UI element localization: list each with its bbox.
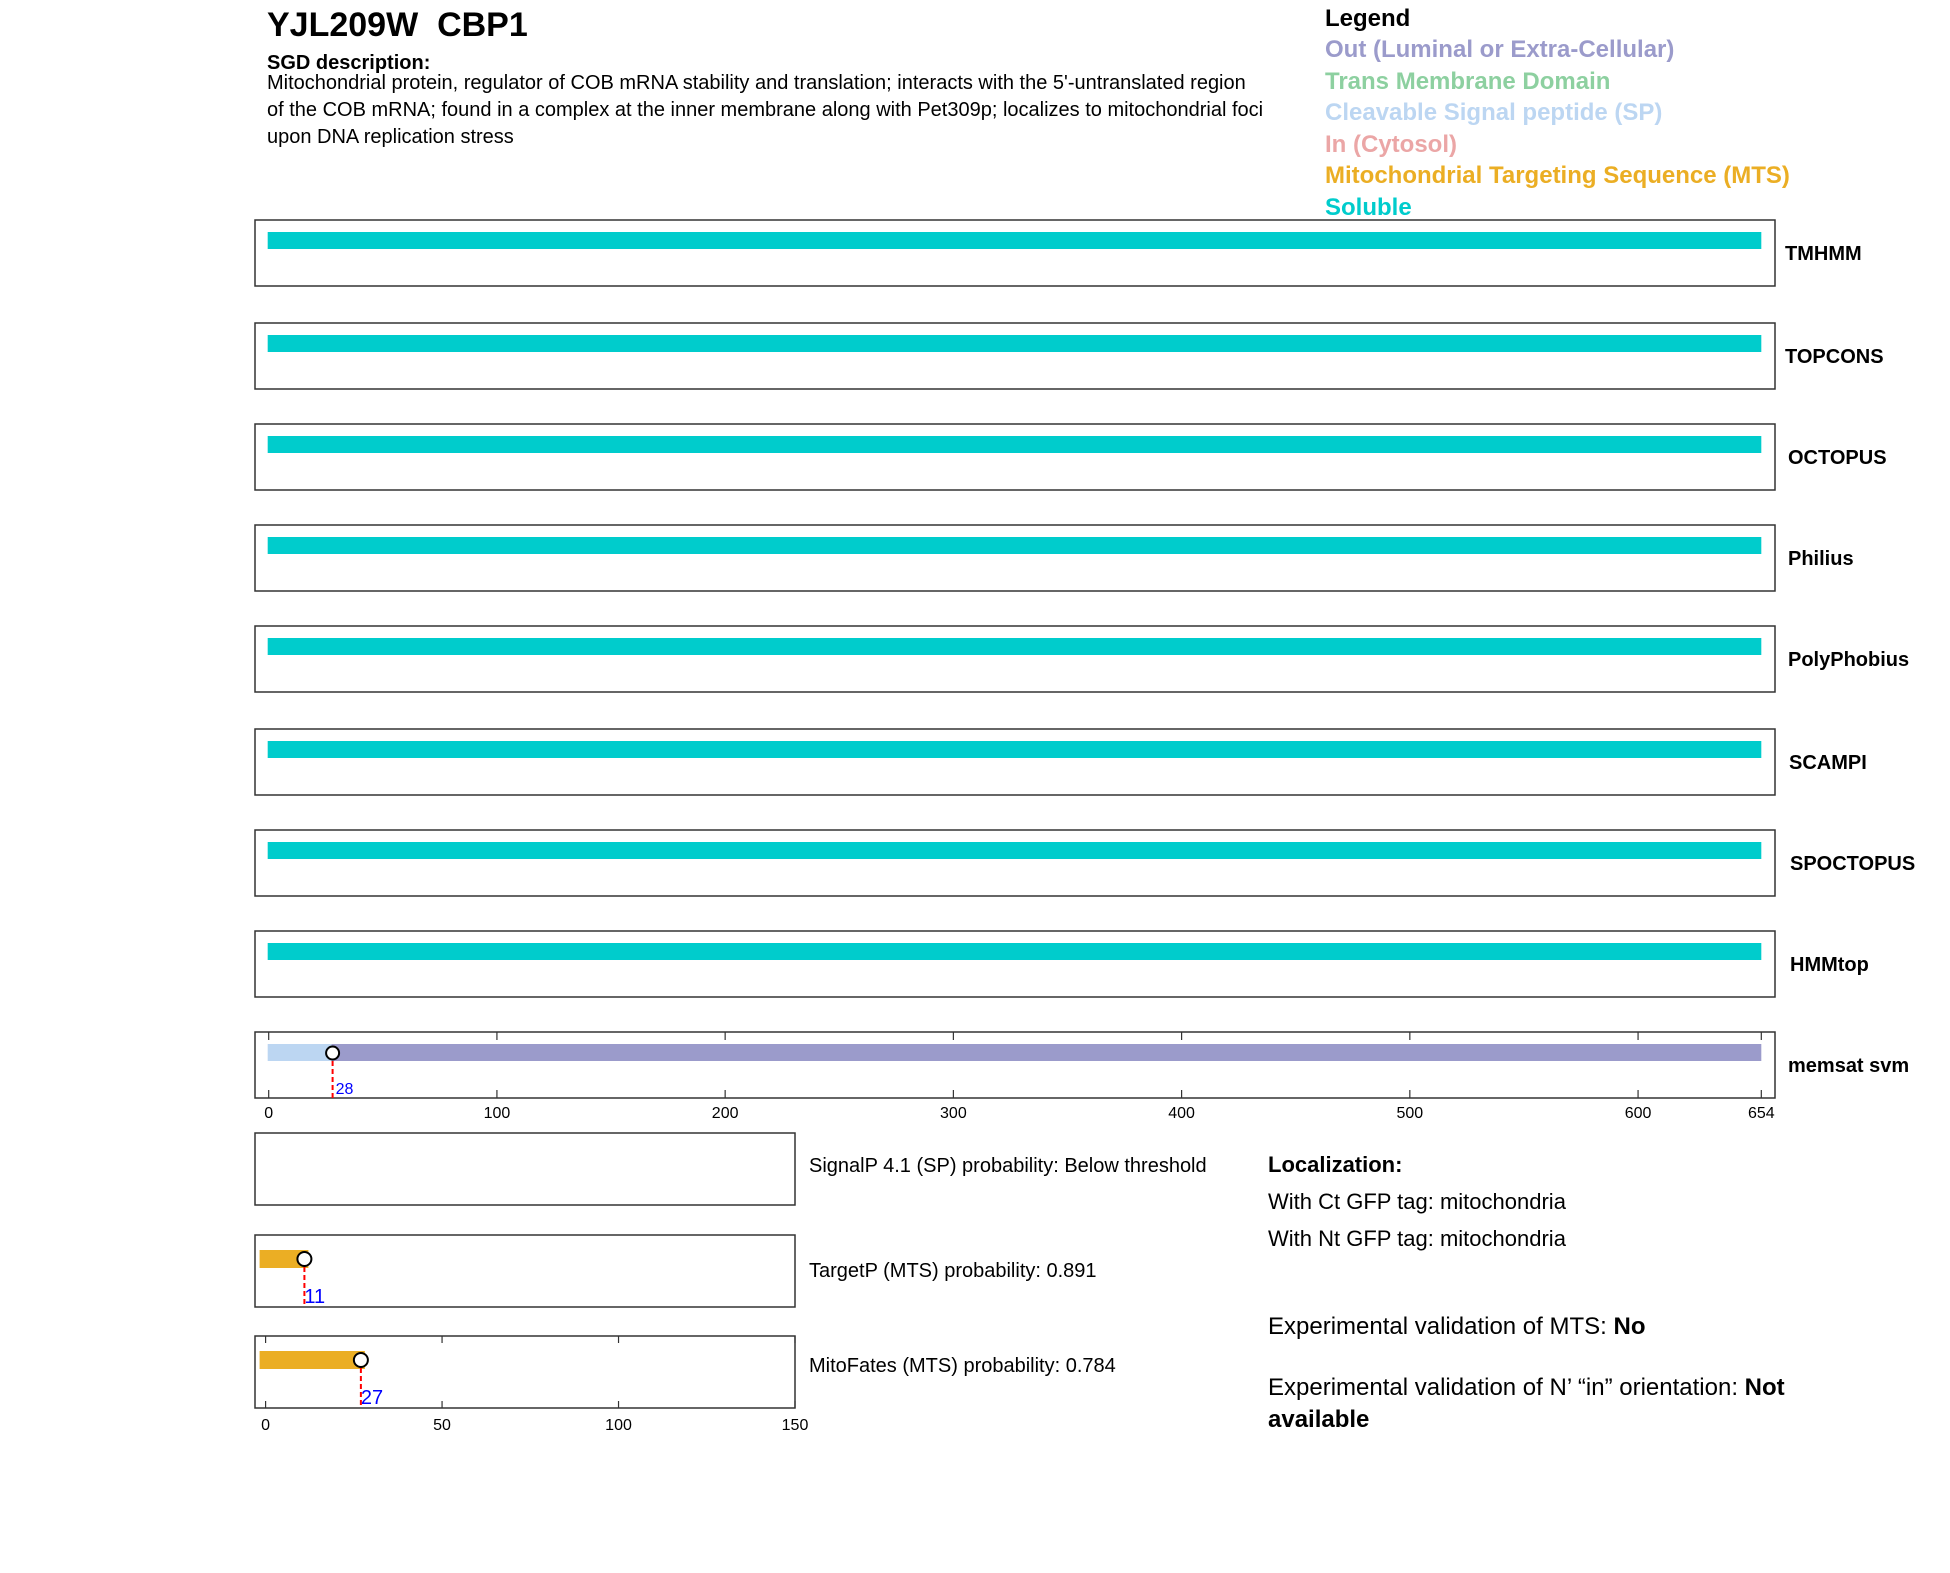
orientation-validation-label: Experimental validation of N’ “in” orientation:	[1268, 1374, 1745, 1401]
segment-topcons-0	[268, 335, 1762, 352]
mts-axis-tick-label-3: 150	[781, 1417, 809, 1434]
localization-ct-gfp: With Ct GFP tag: mitochondria	[1268, 1189, 1566, 1214]
segment-philius-0	[268, 537, 1762, 554]
track-frame-topcons	[255, 323, 1775, 389]
orientation-validation-value: Not available	[1268, 1374, 1785, 1433]
mts-frame-targetp	[255, 1235, 795, 1307]
legend-item-soluble: Soluble	[1325, 193, 1412, 221]
gene-title: YJL209W CBP1	[267, 6, 528, 44]
main-axis-tick-label-5: 500	[1396, 1105, 1424, 1122]
legend-item-in: In (Cytosol)	[1325, 130, 1457, 158]
track-frame-philius	[255, 525, 1775, 591]
track-frame-memsat-svm	[255, 1032, 1775, 1098]
track-frame-spoctopus	[255, 830, 1775, 896]
track-frame-hmmtop	[255, 931, 1775, 997]
mts-frame-signalp	[255, 1133, 795, 1205]
main-axis-tick-label-1: 100	[483, 1105, 511, 1122]
mts-validation	[1268, 1313, 1645, 1341]
mts-cleavage-marker-mitofates	[354, 1353, 368, 1367]
mts-cleavage-label-mitofates: 27	[360, 1387, 384, 1409]
track-name-philius: Philius	[1788, 548, 1854, 570]
track-name-scampi: SCAMPI	[1789, 752, 1867, 774]
legend-item-tm: Trans Membrane Domain	[1325, 67, 1611, 95]
track-name-spoctopus: SPOCTOPUS	[1790, 853, 1916, 875]
legend-title: Legend	[1325, 5, 1411, 32]
mts-axis-tick-label-0: 0	[261, 1417, 271, 1434]
mitofates-label: MitoFates (MTS) probability: 0.784	[809, 1355, 1116, 1377]
track-name-memsat-svm: memsat svm	[1788, 1055, 1910, 1077]
segment-memsat-svm-1	[332, 1044, 1762, 1061]
mts-frame-mitofates	[255, 1336, 795, 1408]
mts-axis-tick-label-1: 50	[433, 1417, 451, 1434]
track-name-topcons: TOPCONS	[1785, 346, 1884, 368]
cleavage-label-memsat-svm: 28	[335, 1081, 354, 1098]
segment-spoctopus-0	[268, 842, 1762, 859]
track-frame-polyphobius	[255, 626, 1775, 692]
localization-nt-gfp: With Nt GFP tag: mitochondria	[1268, 1226, 1566, 1251]
localization-heading: Localization:	[1268, 1152, 1403, 1177]
main-axis-tick-label-3: 300	[940, 1105, 967, 1122]
mts-axis-tick-label-2: 100	[605, 1417, 632, 1434]
mts-cleavage-marker-targetp	[297, 1252, 311, 1266]
segment-octopus-0	[268, 436, 1762, 453]
mts-validation-label: Experimental validation of MTS:	[1268, 1313, 1614, 1340]
segment-tmhmm-0	[268, 232, 1762, 249]
track-name-tmhmm: TMHMM	[1785, 243, 1862, 265]
legend-item-mts: Mitochondrial Targeting Sequence (MTS)	[1325, 162, 1790, 189]
segment-scampi-0	[268, 741, 1762, 758]
track-frame-octopus	[255, 424, 1775, 490]
description-text: Mitochondrial protein, regulator of COB mRNA stability and translation; interacts with the 5'-untranslated region of the COB mRNA; found in a complex at the inner membrane along with Pet309p; localizes to mitochondrial foci upon DNA replication stress	[267, 72, 1264, 148]
legend-item-sp: Cleavable Signal peptide (SP)	[1325, 99, 1663, 126]
mts-segment-mitofates-0	[260, 1351, 365, 1369]
mts-cleavage-label-targetp: 11	[304, 1286, 326, 1308]
signalp-label: SignalP 4.1 (SP) probability: Below threshold	[809, 1155, 1207, 1177]
main-axis-tick-label-6: 600	[1624, 1105, 1652, 1122]
segment-memsat-svm-0	[268, 1044, 333, 1061]
cleavage-marker-memsat-svm	[326, 1047, 339, 1060]
track-name-hmmtop: HMMtop	[1790, 954, 1869, 976]
main-axis-tick-label-2: 200	[711, 1105, 739, 1122]
track-name-octopus: OCTOPUS	[1788, 447, 1887, 469]
description-heading: SGD description:	[267, 52, 431, 74]
segment-polyphobius-0	[268, 638, 1762, 655]
mts-validation-value: No	[1613, 1313, 1646, 1340]
targetp-label: TargetP (MTS) probability: 0.891	[809, 1260, 1097, 1282]
main-axis-tick-label-0: 0	[264, 1105, 274, 1122]
orientation-validation	[1268, 1372, 1868, 1436]
segment-hmmtop-0	[268, 943, 1762, 960]
track-frame-tmhmm	[255, 220, 1775, 286]
track-frame-scampi	[255, 729, 1775, 795]
main-axis-tick-label-7: 654	[1747, 1105, 1775, 1122]
legend-item-out: Out (Luminal or Extra-Cellular)	[1325, 36, 1675, 63]
track-name-polyphobius: PolyPhobius	[1788, 649, 1910, 671]
main-axis-tick-label-4: 400	[1168, 1105, 1195, 1122]
